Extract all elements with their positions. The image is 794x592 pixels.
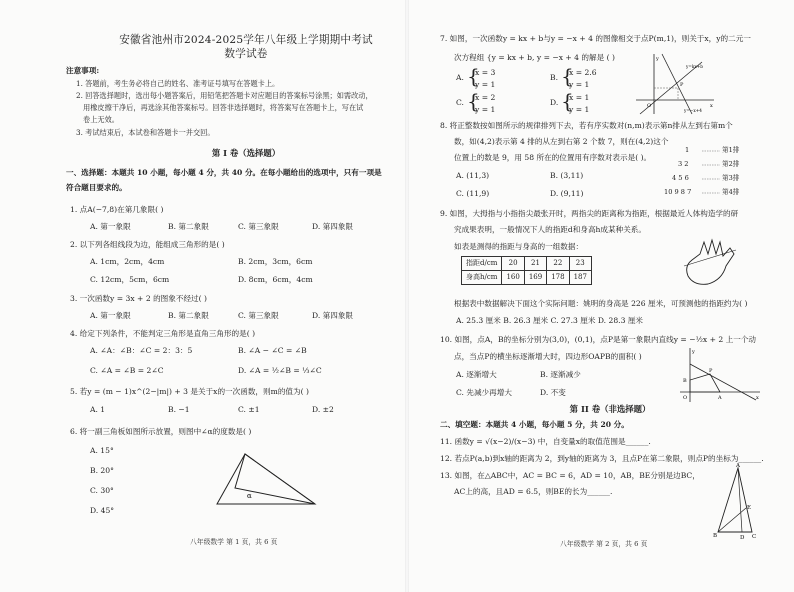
q8-option-a: A. (11,3) bbox=[456, 171, 490, 180]
q8-option-d: D. (9,11) bbox=[550, 189, 584, 198]
q13-label-c: C bbox=[752, 534, 757, 540]
q6-option-b: B. 20° bbox=[90, 466, 114, 475]
q8-stem: 8. 将正整数按如图所示的规律排列下去，若有序实数对(n,m)表示第n排从左到右第m个 bbox=[440, 121, 733, 130]
q7-label-x: x bbox=[710, 103, 713, 109]
note-item: 用橡皮擦干净后，再选涂其他答案标号。回答非选择题时，将答案写在答题卡上，写在试 bbox=[83, 103, 364, 112]
q7-a-line2: y = 1 bbox=[475, 80, 496, 89]
q8-row-4: 10 9 8 7 bbox=[664, 188, 692, 196]
note-item: 2. 回答选择题时，选出每小题答案后，用铅笔把答题卡对应题目的答案标号涂黑；如需改动， bbox=[76, 91, 373, 100]
table-cell: 187 bbox=[569, 271, 591, 285]
q5-option-a: A. 1 bbox=[90, 405, 106, 414]
q13-label-a: A bbox=[736, 463, 740, 469]
q6-option-d: D. 45° bbox=[90, 506, 115, 515]
q12-stem: 12. 若点P(a,b)到x轴的距离为 2，到y轴的距离为 3，且点P在第二象限，则点P的坐标为______. bbox=[440, 454, 764, 463]
q10-label-o: O bbox=[683, 395, 688, 401]
table-cell: 22 bbox=[547, 257, 569, 271]
q7-c-line1: x = 2 bbox=[475, 93, 496, 102]
q13-stem: 13. 如图，在△ABC中，AC = BC = 6，AD = 10，AB，BE分别是边BC， bbox=[440, 471, 700, 480]
q8-guide-lines bbox=[700, 146, 722, 198]
q7-b-line2: y = 1 bbox=[569, 80, 590, 89]
q7-d-line2: y = 1 bbox=[569, 105, 590, 114]
section1-heading: 第 I 卷（选择题） bbox=[211, 148, 281, 158]
q7-option-c-label: C. bbox=[456, 98, 464, 107]
q9-stem: 9. 如图，大拇指与小指指尖最张开时，两指尖的距离称为指距，根据最近人体构造学的研 bbox=[440, 209, 739, 218]
q9-stem-cont2: 如表是测得的指距与身高的一组数据： bbox=[454, 242, 584, 251]
section2-heading: 第 II 卷（非选择题） bbox=[569, 404, 651, 414]
table-cell: 20 bbox=[502, 257, 524, 271]
q6-option-a: A. 15° bbox=[90, 446, 114, 455]
q8-stem-cont2: 位置上的数是 9，用 58 所在的位置用有序数对表示是( )。 bbox=[454, 153, 652, 162]
q3-stem: 3. 一次函数y = 3x + 2 的图象不经过( ) bbox=[70, 294, 207, 303]
q7-brace-b: { bbox=[561, 64, 574, 88]
q1-stem: 1. 点A(−7,8)在第几象限( ) bbox=[70, 205, 164, 214]
q6-triangle-figure bbox=[205, 450, 325, 510]
q5-option-d: D. ±2 bbox=[312, 405, 334, 414]
q7-stem-cont: 次方程组 {y = kx + b, y = −x + 4 的解是 ( ) bbox=[454, 53, 615, 62]
q13-stem-cont: AC上的高，且AD = 6.5，则BE的长为______. bbox=[454, 487, 613, 496]
note-item: 1. 答题前，考生务必将自己的姓名、准考证号填写在答题卡上。 bbox=[76, 79, 280, 88]
q8-option-b: B. (3,11) bbox=[550, 171, 584, 180]
q8-row-label-3: 第3排 bbox=[722, 174, 740, 182]
q3-option-c: C. 第三象限 bbox=[238, 311, 279, 320]
q5-option-b: B. −1 bbox=[168, 405, 190, 414]
q10-label-p: P bbox=[709, 368, 713, 374]
q7-label-o: O bbox=[647, 103, 652, 109]
q7-d-line1: x = 1 bbox=[569, 93, 590, 102]
q7-c-line2: y = 1 bbox=[475, 105, 496, 114]
q2-option-a: A. 1cm，2cm，4cm bbox=[90, 257, 165, 266]
q2-option-b: B. 2cm，3cm，6cm bbox=[238, 257, 313, 266]
q10-graph-figure bbox=[676, 346, 762, 404]
q8-row-label-1: 第1排 bbox=[722, 146, 740, 154]
q3-option-d: D. 第四象限 bbox=[312, 311, 354, 320]
table-cell: 21 bbox=[524, 257, 546, 271]
q10-label-a: A bbox=[718, 395, 722, 401]
q3-option-a: A. 第一象限 bbox=[90, 311, 131, 320]
table-cell: 178 bbox=[547, 271, 569, 285]
q7-stem: 7. 如图，一次函数y = kx + b与y = −x + 4 的图像相交于点P(m,1)，则关于x，y的二元一 bbox=[440, 34, 751, 43]
q1-option-c: C. 第三象限 bbox=[238, 222, 279, 231]
table-cell: 23 bbox=[569, 257, 591, 271]
table-cell: 指距d/cm bbox=[462, 257, 502, 271]
q9-question: 根据表中数据解决下面这个实际问题：姚明的身高是 226 厘米，可预测他的指距约为( ) bbox=[454, 299, 748, 308]
q9-hand-figure bbox=[678, 236, 750, 292]
q1-option-b: B. 第二象限 bbox=[168, 222, 209, 231]
q4-stem: 4. 给定下列条件，不能判定三角形是直角三角形的是( ) bbox=[70, 329, 256, 338]
page-fold bbox=[405, 0, 409, 592]
q9-stem-cont: 究成果表明，一般情况下人的指距d和身高h成某种关系。 bbox=[454, 225, 646, 234]
exam-title: 安徽省池州市2024-2025学年八年级上学期期中考试 bbox=[119, 34, 373, 46]
section1-intro-cont: 符合题目要求的。 bbox=[66, 183, 127, 192]
q2-option-c: C. 12cm，5cm，6cm bbox=[90, 275, 170, 284]
q8-row-2: 3 2 bbox=[678, 160, 689, 168]
q8-row-1: 1 bbox=[685, 146, 690, 154]
table-cell: 160 bbox=[502, 271, 524, 285]
q5-stem: 5. 若y = (m − 1)x^(2−|m|) + 3 是关于x的一次函数，则m的值为( ) bbox=[70, 387, 309, 396]
q7-brace-a: { bbox=[467, 64, 480, 88]
q13-label-d: D bbox=[740, 535, 745, 541]
q8-row-label-2: 第2排 bbox=[722, 160, 740, 168]
q8-row-3: 4 5 6 bbox=[672, 174, 689, 182]
q6-option-c: C. 30° bbox=[90, 486, 114, 495]
footer-left: 八年级数学 第 1 页，共 6 页 bbox=[190, 538, 278, 546]
q10-stem-cont: 点，当点P的横坐标逐渐增大时，四边形OAPB的面积( ) bbox=[454, 352, 642, 361]
q10-label-x: x bbox=[756, 395, 759, 401]
q6-alpha-label: α bbox=[247, 492, 252, 500]
q7-label-eq1: y=kx+b bbox=[686, 64, 703, 69]
q4-option-a: A. ∠A：∠B：∠C = 2：3：5 bbox=[90, 346, 193, 355]
q8-row-label-4: 第4排 bbox=[722, 188, 740, 196]
q9-options: A. 25.3 厘米 B. 26.3 厘米 C. 27.3 厘米 D. 28.3 厘米 bbox=[456, 316, 644, 325]
q9-data-table bbox=[461, 256, 592, 285]
notes-heading: 注意事项: bbox=[66, 66, 100, 75]
q6-stem: 6. 将一副三角板如图所示放置，则图中∠α的度数是( ) bbox=[70, 427, 252, 436]
q11-stem: 11. 函数y = √(x−2)/(x−3) 中，自变量x的取值范围是______. bbox=[440, 437, 651, 446]
q5-option-c: C. ±1 bbox=[238, 405, 260, 414]
table-cell: 169 bbox=[524, 271, 546, 285]
q4-option-b: B. ∠A − ∠C = ∠B bbox=[238, 346, 307, 355]
q1-option-d: D. 第四象限 bbox=[312, 222, 354, 231]
q7-option-d-label: D. bbox=[550, 98, 559, 107]
q7-a-line1: x = 3 bbox=[475, 68, 496, 77]
footer-right: 八年级数学 第 2 页，共 6 页 bbox=[560, 540, 648, 548]
q7-label-eq2: y=−x+4 bbox=[684, 108, 702, 113]
q10-option-d: D. 不变 bbox=[540, 388, 566, 397]
q8-stem-cont: 数，如(4,2)表示第 4 排的从左到右第 2 个数 7，则在(4,2)这个 bbox=[454, 137, 669, 146]
q10-option-c: C. 先减少再增大 bbox=[456, 388, 512, 397]
q10-label-b: B bbox=[683, 378, 687, 384]
section1-intro: 一、选择题：本题共 10 小题，每小题 4 分，共 40 分。在每小题给出的选项中，只有一项是 bbox=[66, 168, 382, 177]
table-cell: 身高h/cm bbox=[462, 271, 502, 285]
q7-b-line1: x = 2.6 bbox=[569, 68, 597, 77]
q7-brace-c: { bbox=[467, 89, 480, 113]
note-item: 卷上无效。 bbox=[83, 115, 119, 124]
q8-option-c: C. (11,9) bbox=[456, 189, 490, 198]
q7-label-p: P bbox=[680, 82, 684, 88]
table-row bbox=[462, 257, 592, 271]
q13-label-e: E bbox=[747, 505, 752, 511]
note-item: 3. 考试结束后，本试卷和答题卡一并交回。 bbox=[76, 128, 215, 137]
q7-option-a-label: A. bbox=[456, 73, 464, 82]
q7-graph-figure bbox=[632, 52, 716, 118]
q7-brace-d: { bbox=[561, 89, 574, 113]
q2-stem: 2. 以下列各组线段为边，能组成三角形的是( ) bbox=[70, 240, 225, 249]
q10-option-b: B. 逐渐减少 bbox=[540, 370, 581, 379]
q4-option-c: C. ∠A = ∠B = 2∠C bbox=[90, 366, 164, 375]
section2-intro: 二、填空题：本题共 4 小题，每小题 5 分，共 20 分。 bbox=[440, 420, 629, 429]
q13-label-b: B bbox=[713, 533, 718, 539]
q2-option-d: D. 8cm，6cm，4cm bbox=[238, 275, 313, 284]
table-row bbox=[462, 271, 592, 285]
q4-option-d: D. ∠A = ½∠B = ⅓∠C bbox=[238, 366, 322, 375]
q7-option-b-label: B. bbox=[550, 73, 558, 82]
q1-option-a: A. 第一象限 bbox=[90, 222, 131, 231]
q3-option-b: B. 第二象限 bbox=[168, 311, 209, 320]
q10-label-y: y bbox=[692, 349, 695, 355]
q10-stem: 10. 如图，点A，B的坐标分别为(3,0)，(0,1)，点P是第一象限内直线y = −½x + 2 上一个动 bbox=[440, 335, 757, 344]
q13-triangle-figure bbox=[712, 462, 764, 542]
q10-option-a: A. 逐渐增大 bbox=[456, 370, 497, 379]
q7-label-y: y bbox=[656, 56, 659, 62]
exam-subtitle: 数学试卷 bbox=[224, 48, 268, 60]
